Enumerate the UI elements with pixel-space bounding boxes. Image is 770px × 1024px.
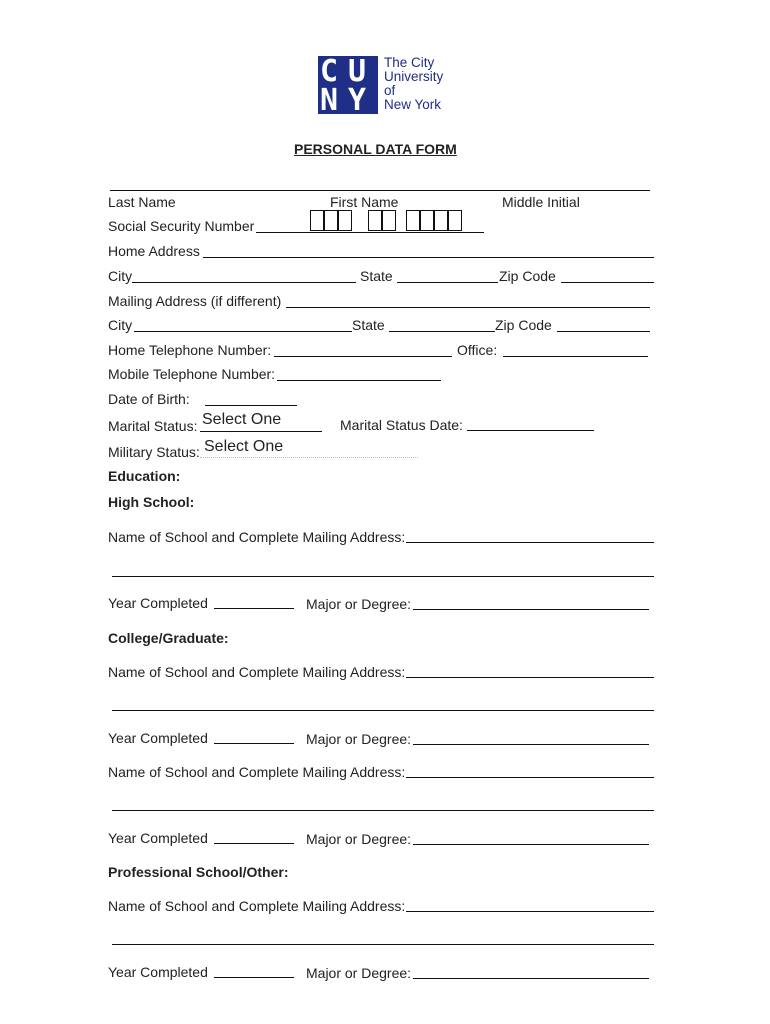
city-label: City xyxy=(108,268,133,284)
marital-status-select-line xyxy=(200,431,322,432)
prof-school-name-label: Name of School and Complete Mailing Address: xyxy=(108,898,406,914)
home-phone-label: Home Telephone Number: xyxy=(108,342,272,358)
college-2-major-label: Major or Degree: xyxy=(306,831,412,847)
zip-label: Zip Code xyxy=(499,268,556,284)
zip-field[interactable] xyxy=(561,282,654,283)
college-1-address-field[interactable] xyxy=(112,710,654,711)
zip-label-2: Zip Code xyxy=(495,317,552,333)
ssn-digit-box[interactable] xyxy=(434,210,448,231)
ssn-digit-box[interactable] xyxy=(382,210,396,231)
logo-line-2: University xyxy=(384,69,444,84)
logo-letter-y: Y xyxy=(348,83,367,118)
prof-year-field[interactable] xyxy=(214,977,294,978)
college-2-school-name-field[interactable] xyxy=(406,777,654,778)
home-phone-field[interactable] xyxy=(274,356,452,357)
state-label-2: State xyxy=(352,317,385,333)
hs-year-field[interactable] xyxy=(214,608,294,609)
college-heading: College/Graduate: xyxy=(108,630,229,646)
ssn-digit-box[interactable] xyxy=(338,210,352,231)
hs-address-field[interactable] xyxy=(112,576,654,577)
logo-line-4: New York xyxy=(384,97,442,112)
logo-letter-c: C xyxy=(320,54,339,89)
city-label-2: City xyxy=(108,317,133,333)
college-2-major-field[interactable] xyxy=(413,844,649,845)
college-2-year-field[interactable] xyxy=(214,843,294,844)
logo-letter-u: U xyxy=(348,54,367,89)
ssn-digit-box[interactable] xyxy=(310,210,324,231)
college-1-school-name-label: Name of School and Complete Mailing Address: xyxy=(108,664,406,680)
office-phone-field[interactable] xyxy=(503,356,648,357)
prof-year-label: Year Completed xyxy=(108,964,208,980)
college-1-school-name-field[interactable] xyxy=(406,677,654,678)
marital-status-select[interactable]: Select One xyxy=(202,411,282,428)
hs-school-name-field[interactable] xyxy=(406,542,654,543)
hs-school-name-label: Name of School and Complete Mailing Address: xyxy=(108,529,406,545)
office-phone-label: Office: xyxy=(457,342,498,358)
home-address-field[interactable] xyxy=(203,257,654,258)
page-title: PERSONAL DATA FORM xyxy=(294,141,457,157)
marital-status-date-label: Marital Status Date: xyxy=(340,417,463,433)
prof-address-field[interactable] xyxy=(112,944,654,945)
prof-school-name-field[interactable] xyxy=(406,911,654,912)
state-field-2[interactable] xyxy=(389,331,495,332)
city-field[interactable] xyxy=(132,282,356,283)
name-field-line[interactable] xyxy=(110,190,650,191)
college-1-major-label: Major or Degree: xyxy=(306,731,412,747)
state-field[interactable] xyxy=(397,282,498,283)
military-status-select-line xyxy=(200,457,418,458)
logo-line-1: The City xyxy=(384,55,435,70)
mailing-address-label: Mailing Address (if different) xyxy=(108,293,282,309)
logo-letter-n: N xyxy=(320,83,339,118)
hs-major-field[interactable] xyxy=(413,609,649,610)
military-status-select[interactable]: Select One xyxy=(204,438,284,455)
college-2-address-field[interactable] xyxy=(112,810,654,811)
college-2-school-name-label: Name of School and Complete Mailing Address: xyxy=(108,764,406,780)
education-heading: Education: xyxy=(108,468,181,484)
prof-major-field[interactable] xyxy=(413,978,649,979)
city-field-2[interactable] xyxy=(134,331,352,332)
ssn-digit-box[interactable] xyxy=(368,210,382,231)
middle-initial-label: Middle Initial xyxy=(502,194,580,210)
professional-heading: Professional School/Other: xyxy=(108,864,289,880)
ssn-digit-box[interactable] xyxy=(420,210,434,231)
state-label: State xyxy=(360,268,393,284)
high-school-heading: High School: xyxy=(108,494,195,510)
college-1-year-label: Year Completed xyxy=(108,730,208,746)
hs-year-label: Year Completed xyxy=(108,595,208,611)
college-1-year-field[interactable] xyxy=(214,743,294,744)
marital-status-date-field[interactable] xyxy=(467,430,594,431)
logo-line-3: of xyxy=(384,83,396,98)
college-1-major-field[interactable] xyxy=(413,744,649,745)
ssn-digit-box[interactable] xyxy=(406,210,420,231)
college-2-year-label: Year Completed xyxy=(108,830,208,846)
military-status-label: Military Status: xyxy=(108,444,200,460)
last-name-label: Last Name xyxy=(108,194,176,210)
ssn-field-line xyxy=(256,232,484,233)
ssn-label: Social Security Number xyxy=(108,218,255,234)
dob-field[interactable] xyxy=(205,405,297,406)
marital-status-label: Marital Status: xyxy=(108,418,198,434)
ssn-digit-box[interactable] xyxy=(324,210,338,231)
ssn-digit-box[interactable] xyxy=(448,210,462,231)
zip-field-2[interactable] xyxy=(557,331,650,332)
hs-major-label: Major or Degree: xyxy=(306,596,412,612)
dob-label: Date of Birth: xyxy=(108,391,190,407)
home-address-label: Home Address xyxy=(108,243,200,259)
first-name-label: First Name xyxy=(330,194,399,210)
mobile-phone-field[interactable] xyxy=(277,380,441,381)
mobile-phone-label: Mobile Telephone Number: xyxy=(108,366,276,382)
mailing-address-field[interactable] xyxy=(286,307,650,308)
prof-major-label: Major or Degree: xyxy=(306,965,412,981)
